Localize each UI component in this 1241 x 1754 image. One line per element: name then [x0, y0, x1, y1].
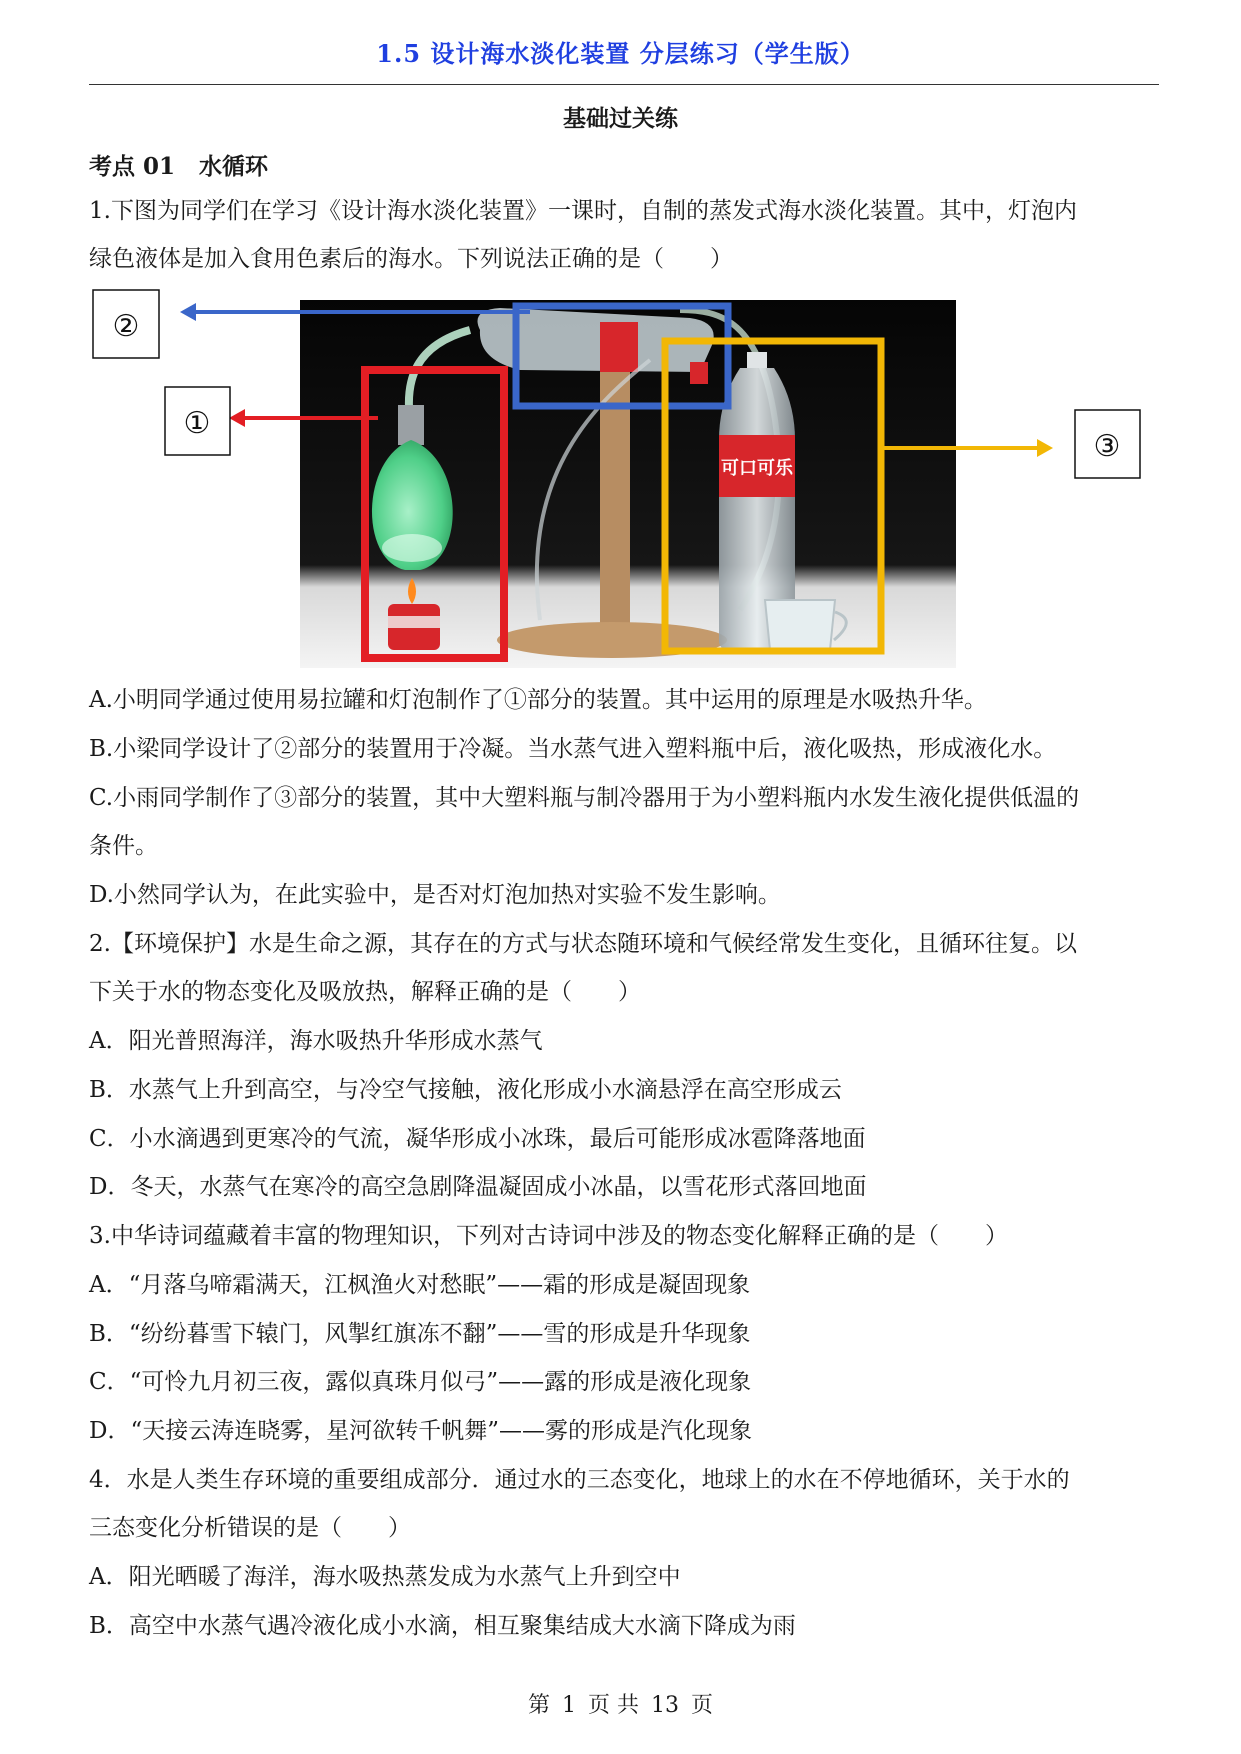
question-4-line-1: 4．水是人类生存环境的重要组成部分．通过水的三态变化，地球上的水在不停地循环，关于水的 [89, 1467, 1070, 1493]
label-3-text: ③ [1093, 429, 1121, 464]
question-3-line-1: 3.中华诗词蕴藏着丰富的物理知识，下列对古诗词中涉及的物态变化解释正确的是（ ） [89, 1223, 1008, 1249]
footer-middle: 页 共 [588, 1693, 639, 1718]
desalination-apparatus-figure [0, 0, 1241, 700]
footer-prefix: 第 [527, 1693, 550, 1718]
question-1-option-d[interactable]: D.小然同学认为，在此实验中，是否对灯泡加热对实验不发生影响。 [89, 882, 781, 908]
question-3-option-b[interactable]: B．“纷纷暮雪下辕门，风掣红旗冻不翻”——雪的形成是升华现象 [89, 1321, 751, 1347]
question-3-option-d[interactable]: D．“天接云涛连晓雾，星河欲转千帆舞”——雾的形成是汽化现象 [89, 1418, 752, 1444]
cardboard-stand [600, 340, 630, 640]
glass-cup [765, 600, 835, 650]
question-1-option-a[interactable]: A.小明同学通过使用易拉罐和灯泡制作了①部分的装置。其中运用的原理是水吸热升华。 [89, 687, 987, 713]
document-title: 1.5 设计海水淡化装置 分层练习（学生版） [376, 39, 865, 68]
question-1-line-1: 1.下图为同学们在学习《设计海水淡化装置》一课时，自制的蒸发式海水淡化装置。其中，灯泡内 [89, 198, 1077, 224]
question-4-line-2: 三态变化分析错误的是（ ） [89, 1515, 411, 1541]
bottle-logo-text: 可口可乐 [721, 458, 793, 479]
question-2-line-2: 下关于水的物态变化及吸放热，解释正确的是（ ） [89, 979, 641, 1005]
question-2-option-a[interactable]: A．阳光普照海洋，海水吸热升华形成水蒸气 [89, 1028, 543, 1054]
question-3-option-a[interactable]: A．“月落乌啼霜满天，江枫渔火对愁眠”——霜的形成是凝固现象 [89, 1272, 751, 1298]
label-2-text: ② [112, 309, 140, 344]
question-2-option-c[interactable]: C．小水滴遇到更寒冷的气流，凝华形成小冰珠，最后可能形成冰雹降落地面 [89, 1126, 866, 1152]
question-1-option-b[interactable]: B.小梁同学设计了②部分的装置用于冷凝。当水蒸气进入塑料瓶中后，液化吸热，形成液化水。 [89, 736, 1057, 762]
apparatus-diagram [0, 0, 1241, 700]
page-footer [0, 1688, 1241, 1719]
topic-name: 水循环 [199, 153, 269, 180]
label-1-text: ① [183, 406, 211, 441]
question-2-option-d[interactable]: D．冬天，水蒸气在寒冷的高空急剧降温凝固成小冰晶，以雪花形式落回地面 [89, 1174, 867, 1200]
question-2-line-1: 2.【环境保护】水是生命之源，其存在的方式与状态随环境和气候经常发生变化，且循环往复。以 [89, 931, 1077, 957]
footer-page-number: 1 [562, 1693, 576, 1718]
section-title: 基础过关练 [563, 105, 678, 132]
question-4-option-b[interactable]: B．高空中水蒸气遇冷液化成小水滴，相互聚集结成大水滴下降成为雨 [89, 1613, 796, 1639]
question-1-line-2: 绿色液体是加入食用色素后的海水。下列说法正确的是（ ） [89, 246, 733, 272]
question-1-option-c-cont: 条件。 [89, 833, 158, 859]
topic-code: 考点 01 [89, 153, 176, 180]
footer-suffix: 页 [691, 1693, 714, 1718]
question-4-option-a[interactable]: A．阳光晒暖了海洋，海水吸热蒸发成为水蒸气上升到空中 [89, 1564, 681, 1590]
question-2-option-b[interactable]: B．水蒸气上升到高空，与冷空气接触，液化形成小水滴悬浮在高空形成云 [89, 1077, 842, 1103]
question-3-option-c[interactable]: C．“可怜九月初三夜，露似真珠月似弓”——露的形成是液化现象 [89, 1369, 752, 1395]
question-1-option-c[interactable]: C.小雨同学制作了③部分的装置，其中大塑料瓶与制冷器用于为小塑料瓶内水发生液化提供低温的 [89, 785, 1080, 811]
footer-total-pages: 13 [651, 1693, 679, 1718]
